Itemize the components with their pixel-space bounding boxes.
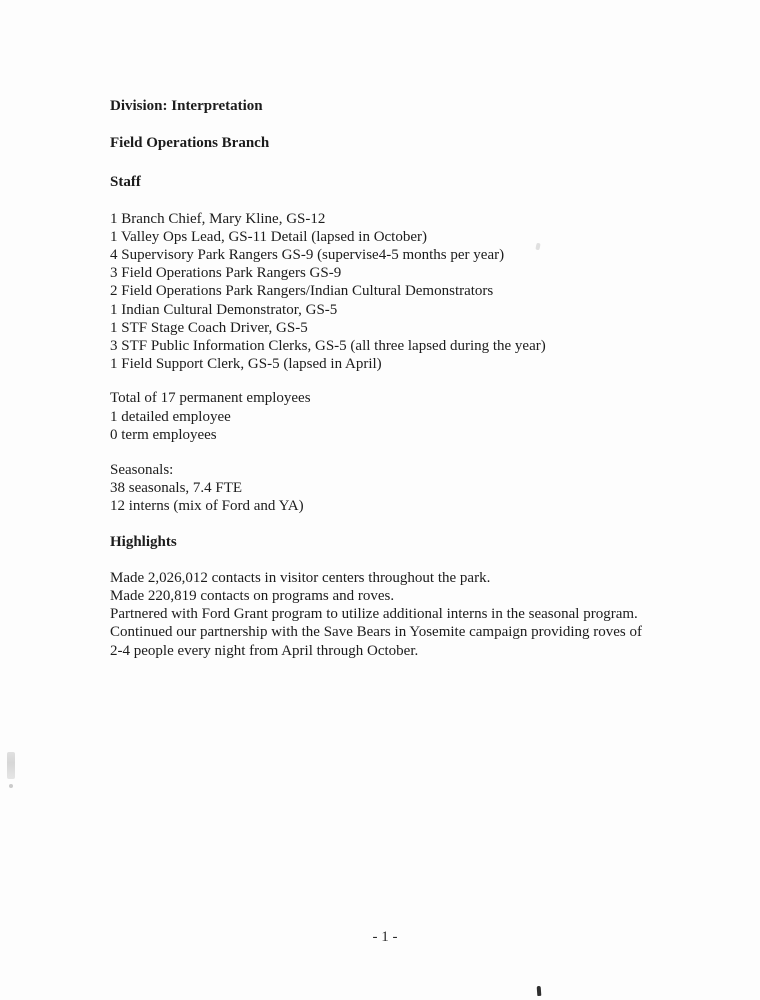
highlight-line: 2-4 people every night from April through October. xyxy=(110,642,419,659)
staff-line: 2 Field Operations Park Rangers/Indian Cultural Demonstrators xyxy=(110,283,494,300)
highlight-line: Made 220,819 contacts on programs and roves. xyxy=(110,588,395,605)
staff-line: 1 Indian Cultural Demonstrator, GS-5 xyxy=(110,301,338,318)
highlight-line: Continued our partnership with the Save Bears in Yosemite campaign providing roves of xyxy=(110,624,642,641)
highlights-section-heading: Highlights xyxy=(110,533,177,550)
seasonals-line: Seasonals: xyxy=(110,462,174,479)
staff-section-heading: Staff xyxy=(110,174,141,191)
staff-line: 3 Field Operations Park Rangers GS-9 xyxy=(110,265,342,282)
page-number: - 1 - xyxy=(372,929,398,945)
document-body xyxy=(110,97,682,676)
totals-line: 0 term employees xyxy=(110,426,217,443)
staff-line: 1 STF Stage Coach Driver, GS-5 xyxy=(110,319,308,336)
scan-tick-artifact xyxy=(537,986,542,996)
scan-smudge-dot-artifact xyxy=(9,784,13,788)
scan-smudge-artifact xyxy=(7,752,15,779)
branch-heading: Field Operations Branch xyxy=(110,135,270,152)
staff-line: 1 Field Support Clerk, GS-5 (lapsed in April) xyxy=(110,356,382,373)
seasonals-block xyxy=(110,461,682,516)
staff-line: 1 Branch Chief, Mary Kline, GS-12 xyxy=(110,210,326,227)
staff-line: 1 Valley Ops Lead, GS-11 Detail (lapsed in October) xyxy=(110,228,427,245)
highlight-line: Partnered with Ford Grant program to utilize additional interns in the seasonal program. xyxy=(110,606,638,623)
seasonals-line: 38 seasonals, 7.4 FTE xyxy=(110,480,243,497)
staff-line: 4 Supervisory Park Rangers GS-9 (supervise4-5 months per year) xyxy=(110,247,505,264)
staff-list xyxy=(110,210,682,374)
highlights-list xyxy=(110,569,682,660)
totals-line: 1 detailed employee xyxy=(110,408,231,425)
staff-line: 3 STF Public Information Clerks, GS-5 (all three lapsed during the year) xyxy=(110,338,546,355)
division-heading: Division: Interpretation xyxy=(110,98,263,114)
totals-line: Total of 17 permanent employees xyxy=(110,390,311,407)
seasonals-line: 12 interns (mix of Ford and YA) xyxy=(110,498,304,515)
highlight-line: Made 2,026,012 contacts in visitor centers throughout the park. xyxy=(110,569,491,586)
employee-totals xyxy=(110,389,682,444)
